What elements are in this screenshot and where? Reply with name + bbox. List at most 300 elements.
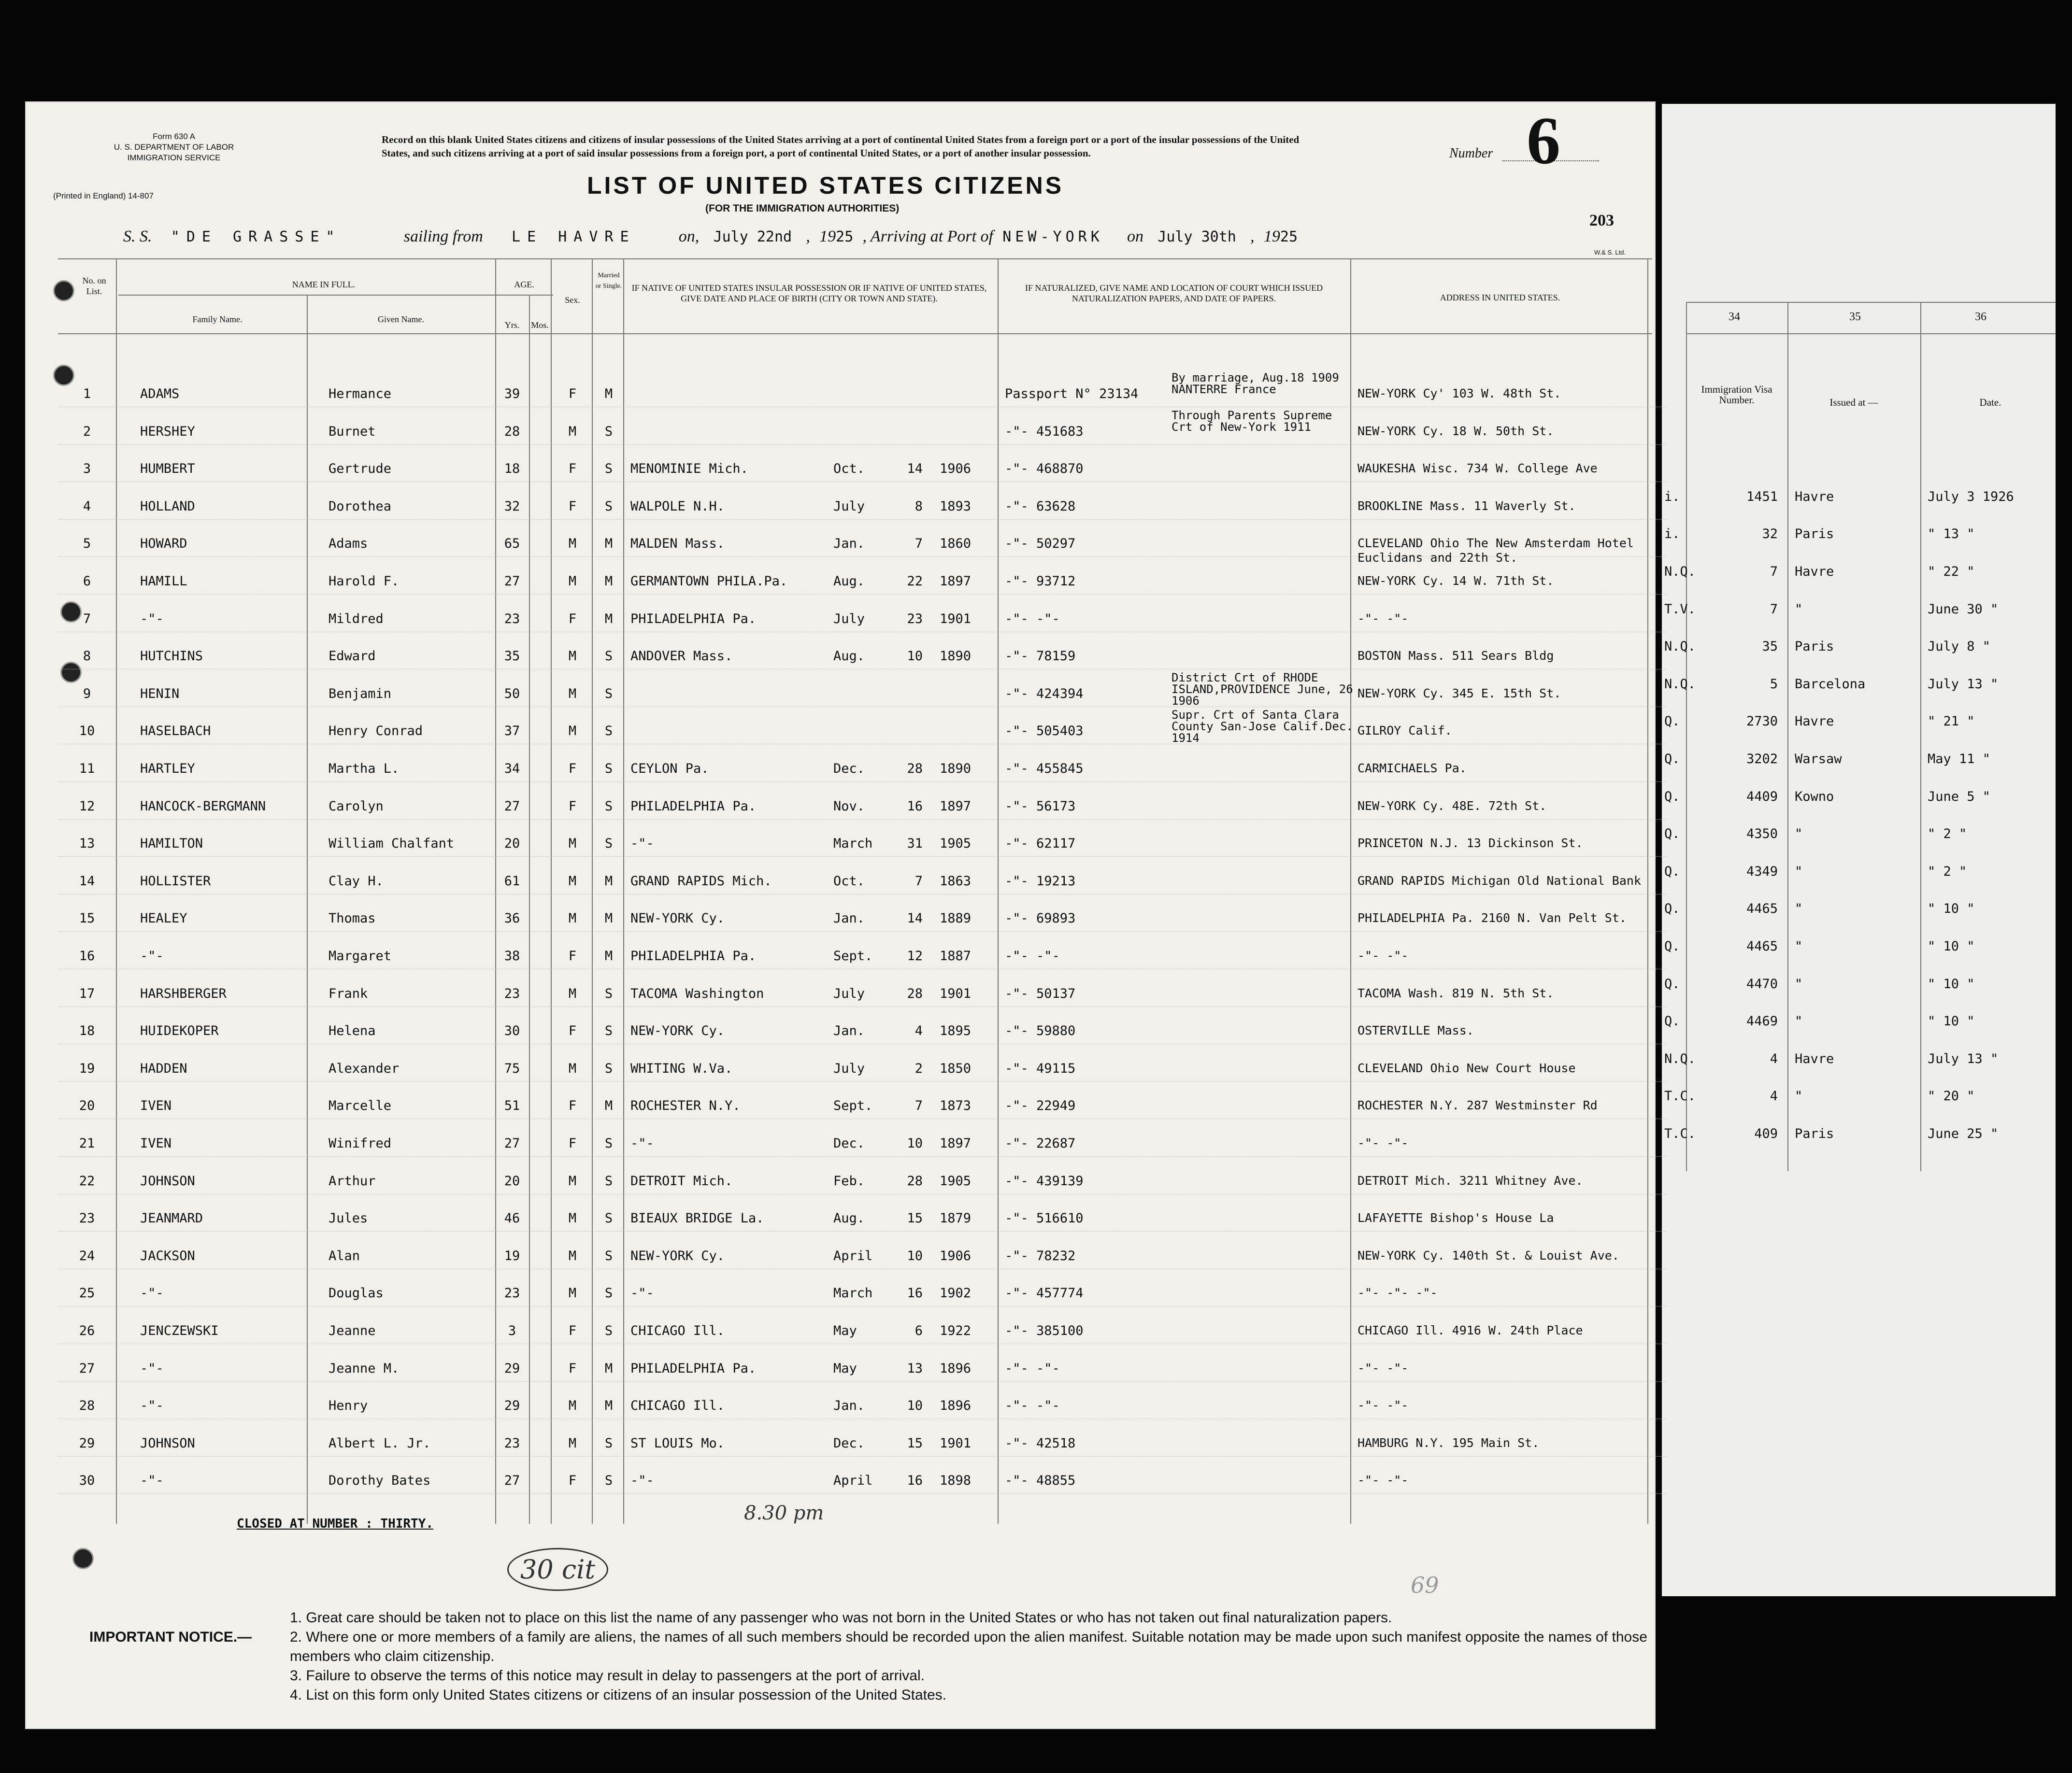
age-years: 37 bbox=[504, 723, 520, 739]
visa-date: June 25 " bbox=[1928, 1126, 1999, 1141]
birth-year: 1889 bbox=[940, 911, 972, 926]
us-address: -"- -"- bbox=[1358, 1361, 1409, 1375]
birth-year: 1922 bbox=[940, 1323, 972, 1338]
age-years: 28 bbox=[504, 424, 520, 439]
sex: F bbox=[568, 1361, 577, 1376]
row-number: 17 bbox=[79, 986, 95, 1001]
given-name: Jeanne M. bbox=[329, 1361, 400, 1376]
col-birth: IF NATIVE OF UNITED STATES INSULAR POSSESSION OR IF NATIVE OF UNITED STATES, GIVE DATE AND PLACE OF BIRTH (CITY OR TOWN AND STATE). bbox=[631, 283, 987, 303]
passport-number: -"- 50137 bbox=[1005, 986, 1076, 1001]
row-number: 4 bbox=[83, 498, 91, 514]
age-years: 36 bbox=[504, 911, 520, 926]
birth-place: MALDEN Mass. bbox=[630, 536, 725, 552]
us-address: NEW-YORK Cy. 18 W. 50th St. bbox=[1358, 424, 1554, 438]
birth-day: 16 bbox=[907, 1473, 923, 1489]
family-name: -"- bbox=[140, 949, 164, 964]
visa-number: 7 bbox=[1770, 564, 1778, 579]
visa-prefix: Q. bbox=[1664, 789, 1680, 804]
marital-status: S bbox=[604, 1286, 613, 1301]
passport-number: -"- 48855 bbox=[1005, 1473, 1076, 1489]
given-name: Martha L. bbox=[329, 761, 400, 776]
col-naturalized: IF NATURALIZED, GIVE NAME AND LOCATION OF COURT WHICH ISSUED NATURALIZATION PAPERS, AND DATE OF PAPERS. bbox=[1025, 283, 1323, 303]
punch-hole bbox=[72, 1548, 94, 1569]
col-no: No. on List. bbox=[82, 276, 106, 296]
birth-day: 8 bbox=[915, 498, 923, 514]
age-years: 30 bbox=[504, 1023, 520, 1039]
sex: M bbox=[568, 911, 577, 926]
row-divider bbox=[58, 1231, 1667, 1232]
col-age: AGE. bbox=[514, 280, 534, 289]
visa-date: July 13 " bbox=[1928, 676, 1999, 692]
marital-status: M bbox=[604, 873, 613, 889]
row-divider bbox=[58, 1456, 1667, 1457]
visa-date: July 3 1926 bbox=[1928, 489, 2014, 504]
col-name-in-full: NAME IN FULL. bbox=[292, 280, 356, 289]
visa-prefix: i. bbox=[1664, 526, 1680, 542]
sex: F bbox=[568, 1098, 577, 1114]
birth-day: 15 bbox=[907, 1211, 923, 1226]
sex: M bbox=[568, 836, 577, 851]
col-address: ADDRESS IN UNITED STATES. bbox=[1440, 293, 1560, 302]
birth-month: July bbox=[833, 498, 865, 514]
visa-number: 3202 bbox=[1746, 752, 1778, 766]
birth-place: NEW-YORK Cy. bbox=[630, 1248, 725, 1263]
passport-number: -"- 468870 bbox=[1005, 461, 1084, 477]
us-address: GRAND RAPIDS Michigan Old National Bank bbox=[1358, 873, 1641, 888]
birth-day: 2 bbox=[915, 1061, 923, 1076]
arrival-year: 25 bbox=[1280, 228, 1298, 245]
visa-date: July 13 " bbox=[1928, 1051, 1999, 1066]
row-number: 20 bbox=[79, 1098, 95, 1114]
on-label: on, bbox=[678, 227, 700, 245]
birth-month: Nov. bbox=[833, 798, 865, 814]
given-name: Arthur bbox=[329, 1173, 376, 1189]
age-years: 23 bbox=[504, 1435, 520, 1451]
birth-month: Jan. bbox=[833, 911, 865, 926]
marital-status: M bbox=[604, 574, 613, 589]
visa-number: 7 bbox=[1770, 601, 1778, 617]
us-address: NEW-YORK Cy. 48E. 72th St. bbox=[1358, 798, 1547, 813]
birth-day: 12 bbox=[907, 949, 923, 964]
visa-prefix: Q. bbox=[1664, 901, 1680, 917]
family-name: HASELBACH bbox=[140, 723, 211, 739]
age-years: 27 bbox=[504, 798, 520, 814]
sex: M bbox=[568, 1286, 577, 1301]
birth-year: 1860 bbox=[940, 536, 972, 552]
visa-date: " 13 " bbox=[1928, 526, 1975, 542]
birth-year: 1863 bbox=[940, 873, 972, 889]
visa-number: 1451 bbox=[1746, 489, 1778, 504]
visa-date: June 5 " bbox=[1928, 789, 1991, 804]
row-divider bbox=[58, 781, 1667, 782]
given-name: Hermance bbox=[329, 386, 392, 401]
passport-number: -"- 385100 bbox=[1005, 1323, 1084, 1338]
sex: F bbox=[568, 949, 577, 964]
birth-year: 1893 bbox=[940, 498, 972, 514]
family-name: HOWARD bbox=[140, 536, 187, 552]
birth-year: 1850 bbox=[940, 1061, 972, 1076]
birth-month: Sept. bbox=[833, 1098, 873, 1114]
given-name: Henry Conrad bbox=[329, 723, 423, 739]
sex: F bbox=[568, 761, 577, 776]
us-address: -"- -"- bbox=[1358, 1136, 1409, 1150]
birth-day: 31 bbox=[907, 836, 923, 851]
col-family-name: Family Name. bbox=[192, 314, 243, 324]
sex: M bbox=[568, 1173, 577, 1189]
visa-prefix: N.Q. bbox=[1664, 564, 1696, 579]
visa-number: 4350 bbox=[1746, 826, 1778, 842]
birth-month: May bbox=[833, 1361, 857, 1376]
visa-date: " 2 " bbox=[1928, 826, 1967, 842]
handwritten-count: 30 cit bbox=[507, 1548, 608, 1591]
row-number: 23 bbox=[79, 1211, 95, 1226]
visa-date: " 21 " bbox=[1928, 714, 1975, 729]
us-address: -"- -"- bbox=[1358, 611, 1409, 625]
row-number: 30 bbox=[79, 1473, 95, 1489]
sex: M bbox=[568, 1061, 577, 1076]
birth-month: March bbox=[833, 1286, 873, 1301]
given-name: Marcelle bbox=[329, 1098, 392, 1114]
visa-col-35: 35 bbox=[1849, 311, 1861, 323]
visa-date: " 22 " bbox=[1928, 564, 1975, 579]
passport-number: -"- 56173 bbox=[1005, 798, 1076, 814]
marital-status: S bbox=[604, 498, 613, 514]
arrival-port: NEW-YORK bbox=[1002, 228, 1103, 245]
visa-number: 4465 bbox=[1746, 901, 1778, 917]
age-years: 75 bbox=[504, 1061, 520, 1076]
closed-at-number: CLOSED AT NUMBER : THIRTY. bbox=[237, 1517, 433, 1531]
us-address: CLEVELAND Ohio New Court House bbox=[1358, 1061, 1576, 1075]
sex: F bbox=[568, 386, 577, 401]
birth-place: TACOMA Washington bbox=[630, 986, 764, 1001]
passport-number: -"- 451683 bbox=[1005, 424, 1084, 439]
visa-issued-at: Barcelona bbox=[1795, 676, 1866, 692]
us-address: ROCHESTER N.Y. 287 Westminster Rd bbox=[1358, 1098, 1598, 1113]
visa-issued-at: " bbox=[1795, 976, 1803, 992]
department: U. S. DEPARTMENT OF LABOR bbox=[114, 142, 234, 152]
row-number: 3 bbox=[83, 461, 91, 477]
birth-day: 15 bbox=[907, 1435, 923, 1451]
row-number: 24 bbox=[79, 1248, 95, 1263]
birth-day: 28 bbox=[907, 986, 923, 1001]
birth-place: CHICAGO Ill. bbox=[630, 1323, 725, 1338]
marital-status: S bbox=[604, 1323, 613, 1338]
visa-col-issued-header: Issued at — bbox=[1829, 397, 1878, 408]
row-number: 8 bbox=[83, 649, 91, 664]
row-divider bbox=[58, 519, 1667, 520]
birth-year: 1901 bbox=[940, 611, 972, 626]
birth-day: 14 bbox=[907, 461, 923, 477]
birth-month: Oct. bbox=[833, 461, 865, 477]
birth-month: May bbox=[833, 1323, 857, 1338]
us-address: -"- -"- bbox=[1358, 1473, 1409, 1488]
visa-prefix: Q. bbox=[1664, 864, 1680, 879]
sex: M bbox=[568, 1211, 577, 1226]
marital-status: S bbox=[604, 1023, 613, 1039]
col-marital: Married or Single. bbox=[595, 272, 622, 290]
family-name: HADDEN bbox=[140, 1061, 187, 1076]
marital-status: S bbox=[604, 649, 613, 664]
passport-number: -"- 69893 bbox=[1005, 911, 1076, 926]
col-sex: Sex. bbox=[565, 295, 580, 305]
family-name: JOHNSON bbox=[140, 1173, 195, 1189]
birth-day: 7 bbox=[915, 536, 923, 552]
birth-day: 4 bbox=[915, 1023, 923, 1039]
family-name: HANCOCK-BERGMANN bbox=[140, 798, 266, 814]
visa-number: 35 bbox=[1762, 639, 1778, 654]
birth-day: 10 bbox=[907, 1398, 923, 1414]
birth-day: 28 bbox=[907, 761, 923, 776]
given-name: Winifred bbox=[329, 1136, 392, 1151]
sex: F bbox=[568, 1023, 577, 1039]
service: IMMIGRATION SERVICE bbox=[127, 153, 221, 162]
sex: F bbox=[568, 798, 577, 814]
given-name: Alan bbox=[329, 1248, 360, 1263]
passport-number: -"- 455845 bbox=[1005, 761, 1084, 776]
birth-place: CHICAGO Ill. bbox=[630, 1398, 725, 1414]
given-name: Clay H. bbox=[329, 873, 384, 889]
visa-issued-at: Havre bbox=[1795, 564, 1834, 579]
age-years: 23 bbox=[504, 1286, 520, 1301]
birth-day: 6 bbox=[915, 1323, 923, 1338]
birth-place: MENOMINIE Mich. bbox=[630, 461, 748, 477]
visa-prefix: i. bbox=[1664, 489, 1680, 504]
row-number: 5 bbox=[83, 536, 91, 552]
passport-number: -"- 63628 bbox=[1005, 498, 1076, 514]
passport-number: -"- -"- bbox=[1005, 949, 1060, 964]
sex: M bbox=[568, 574, 577, 589]
page-title: LIST OF UNITED STATES CITIZENS bbox=[587, 172, 1064, 199]
sex: M bbox=[568, 1398, 577, 1414]
punch-hole bbox=[53, 365, 74, 386]
visa-col-number-header: Immigration Visa Number. bbox=[1701, 383, 1772, 406]
row-divider bbox=[58, 856, 1667, 857]
birth-month: Jan. bbox=[833, 1023, 865, 1039]
birth-place: DETROIT Mich. bbox=[630, 1173, 733, 1189]
given-name: Benjamin bbox=[329, 686, 392, 701]
form-header bbox=[92, 131, 256, 163]
visa-date: July 8 " bbox=[1928, 639, 1991, 654]
birth-place: WHITING W.Va. bbox=[630, 1061, 733, 1076]
us-address: LAFAYETTE Bishop's House La bbox=[1358, 1211, 1554, 1225]
visa-number: 4465 bbox=[1746, 939, 1778, 954]
visa-number: 4409 bbox=[1746, 789, 1778, 804]
row-number: 26 bbox=[79, 1323, 95, 1338]
birth-day: 14 bbox=[907, 911, 923, 926]
marital-status: M bbox=[604, 1398, 613, 1414]
family-name: -"- bbox=[140, 611, 164, 626]
family-name: HARTLEY bbox=[140, 761, 195, 776]
visa-prefix: Q. bbox=[1664, 939, 1680, 954]
birth-place: PHILADELPHIA Pa. bbox=[630, 1361, 757, 1376]
sex: M bbox=[568, 723, 577, 739]
age-years: 65 bbox=[504, 536, 520, 552]
row-divider bbox=[58, 819, 1667, 820]
passport-number: -"- 457774 bbox=[1005, 1286, 1084, 1301]
printed-note: (Printed in England) 14-807 bbox=[53, 191, 154, 200]
given-name: Carolyn bbox=[329, 798, 384, 814]
visa-prefix: Q. bbox=[1664, 752, 1680, 766]
visa-issued-at: Paris bbox=[1795, 639, 1834, 654]
birth-place: PHILADELPHIA Pa. bbox=[630, 798, 757, 814]
family-name: JENCZEWSKI bbox=[140, 1323, 219, 1338]
birth-year: 1895 bbox=[940, 1023, 972, 1039]
passport-number: -"- 62117 bbox=[1005, 836, 1076, 851]
passport-number: -"- 59880 bbox=[1005, 1023, 1076, 1039]
age-years: 29 bbox=[504, 1398, 520, 1414]
birth-month: Dec. bbox=[833, 1136, 865, 1151]
us-address: HAMBURG N.Y. 195 Main St. bbox=[1358, 1435, 1540, 1450]
birth-year: 1898 bbox=[940, 1473, 972, 1489]
given-name: Gertrude bbox=[329, 461, 392, 477]
marital-status: S bbox=[604, 1248, 613, 1263]
age-years: 38 bbox=[504, 949, 520, 964]
visa-number: 4349 bbox=[1746, 864, 1778, 879]
birth-month: Jan. bbox=[833, 1398, 865, 1414]
family-name: HUIDEKOPER bbox=[140, 1023, 219, 1039]
birth-month: Aug. bbox=[833, 649, 865, 664]
visa-number: 4469 bbox=[1746, 1014, 1778, 1029]
marital-status: M bbox=[604, 1361, 613, 1376]
visa-prefix: N.Q. bbox=[1664, 639, 1696, 654]
visa-col-34: 34 bbox=[1729, 311, 1740, 323]
us-address: TACOMA Wash. 819 N. 5th St. bbox=[1358, 986, 1554, 1000]
visa-prefix: T.V. bbox=[1664, 601, 1696, 617]
sex: F bbox=[568, 1136, 577, 1151]
marital-status: S bbox=[604, 461, 613, 477]
visa-date: " 10 " bbox=[1928, 976, 1975, 992]
given-name: Alexander bbox=[329, 1061, 400, 1076]
age-years: 46 bbox=[504, 1211, 520, 1226]
visa-date: " 20 " bbox=[1928, 1089, 1975, 1104]
visa-date: June 30 " bbox=[1928, 601, 1999, 617]
us-address: GILROY Calif. bbox=[1358, 723, 1452, 738]
visa-prefix: Q. bbox=[1664, 1014, 1680, 1029]
marital-status: S bbox=[604, 723, 613, 739]
row-number: 29 bbox=[79, 1435, 95, 1451]
passport-number: -"- 505403 bbox=[1005, 723, 1084, 739]
row-number: 27 bbox=[79, 1361, 95, 1376]
visa-prefix: Q. bbox=[1664, 714, 1680, 729]
sex: M bbox=[568, 1248, 577, 1263]
birth-day: 16 bbox=[907, 1286, 923, 1301]
birth-month: April bbox=[833, 1473, 873, 1489]
birth-year: 1905 bbox=[940, 836, 972, 851]
visa-col-36: 36 bbox=[1975, 311, 1986, 323]
birth-year: 1906 bbox=[940, 461, 972, 477]
sex: F bbox=[568, 498, 577, 514]
birth-year: 1890 bbox=[940, 761, 972, 776]
age-years: 39 bbox=[504, 386, 520, 401]
visa-issued-at: " bbox=[1795, 826, 1803, 842]
punch-hole bbox=[60, 662, 82, 683]
visa-strip bbox=[1662, 104, 2056, 1596]
birth-year: 1890 bbox=[940, 649, 972, 664]
given-name: Dorothy Bates bbox=[329, 1473, 431, 1489]
family-name: HARSHBERGER bbox=[140, 986, 227, 1001]
visa-prefix: T.C. bbox=[1664, 1089, 1696, 1104]
birth-year: 1901 bbox=[940, 1435, 972, 1451]
row-number: 10 bbox=[79, 723, 95, 739]
family-name: -"- bbox=[140, 1398, 164, 1414]
row-number: 1 bbox=[83, 386, 91, 401]
notice-item: 2. Where one or more members of a family are aliens, the names of all such members should be recorded upon the alien manifest. Suitable notation may be made upon such manifest opposite the names of those members who claim citizenship. bbox=[290, 1629, 1647, 1664]
family-name: JACKSON bbox=[140, 1248, 195, 1263]
visa-number: 2730 bbox=[1746, 714, 1778, 729]
birth-day: 23 bbox=[907, 611, 923, 626]
page-number: 203 bbox=[1589, 212, 1614, 229]
row-divider bbox=[58, 444, 1667, 445]
birth-year: 1896 bbox=[940, 1361, 972, 1376]
passport-number: -"- 516610 bbox=[1005, 1211, 1084, 1226]
birth-place: GRAND RAPIDS Mich. bbox=[630, 873, 772, 889]
visa-issued-at: Paris bbox=[1795, 526, 1834, 542]
row-number: 7 bbox=[83, 611, 91, 626]
birth-year: 1896 bbox=[940, 1398, 972, 1414]
birth-day: 10 bbox=[907, 1136, 923, 1151]
birth-year: 1887 bbox=[940, 949, 972, 964]
row-number: 13 bbox=[79, 836, 95, 851]
birth-place: ANDOVER Mass. bbox=[630, 649, 733, 664]
visa-number: 32 bbox=[1762, 526, 1778, 542]
birth-year: 1897 bbox=[940, 1136, 972, 1151]
birth-place: PHILADELPHIA Pa. bbox=[630, 611, 757, 626]
visa-issued-at: Havre bbox=[1795, 489, 1834, 504]
visa-issued-at: Warsaw bbox=[1795, 752, 1842, 766]
birth-month: March bbox=[833, 836, 873, 851]
us-address: DETROIT Mich. 3211 Whitney Ave. bbox=[1358, 1173, 1583, 1188]
row-number: 9 bbox=[83, 686, 91, 701]
passport-number: -"- 93712 bbox=[1005, 574, 1076, 589]
row-number: 25 bbox=[79, 1286, 95, 1301]
sex: F bbox=[568, 461, 577, 477]
given-name: Henry bbox=[329, 1398, 368, 1414]
marital-status: S bbox=[604, 986, 613, 1001]
us-address: WAUKESHA Wisc. 734 W. College Ave bbox=[1358, 461, 1598, 476]
given-name: Adams bbox=[329, 536, 368, 552]
passport-number: -"- 424394 bbox=[1005, 686, 1084, 701]
age-years: 51 bbox=[504, 1098, 520, 1114]
birth-place: ST LOUIS Mo. bbox=[630, 1435, 725, 1451]
us-address: CARMICHAELS Pa. bbox=[1358, 761, 1467, 775]
visa-issued-at: " bbox=[1795, 939, 1803, 954]
visa-prefix: Q. bbox=[1664, 826, 1680, 842]
birth-place: -"- bbox=[630, 1286, 654, 1301]
notice-list bbox=[290, 1608, 1662, 1705]
us-address: CHICAGO Ill. 4916 W. 24th Place bbox=[1358, 1323, 1583, 1337]
age-years: 27 bbox=[504, 574, 520, 589]
visa-number: 4 bbox=[1770, 1051, 1778, 1066]
arrival-date: July 30th bbox=[1157, 228, 1236, 245]
given-name: Margaret bbox=[329, 949, 392, 964]
visa-issued-at: " bbox=[1795, 864, 1803, 879]
birth-day: 10 bbox=[907, 1248, 923, 1263]
marital-status: S bbox=[604, 761, 613, 776]
row-number: 28 bbox=[79, 1398, 95, 1414]
visa-prefix: N.Q. bbox=[1664, 1051, 1696, 1066]
family-name: HOLLISTER bbox=[140, 873, 211, 889]
row-number: 22 bbox=[79, 1173, 95, 1189]
passport-number: -"- 50297 bbox=[1005, 536, 1076, 552]
visa-date: May 11 " bbox=[1928, 752, 1991, 766]
birth-month: Sept. bbox=[833, 949, 873, 964]
marital-status: S bbox=[604, 686, 613, 701]
birth-place: ROCHESTER N.Y. bbox=[630, 1098, 741, 1114]
birth-month: July bbox=[833, 1061, 865, 1076]
sex: M bbox=[568, 424, 577, 439]
page-stamp: 69 bbox=[1411, 1572, 1439, 1598]
birth-place: WALPOLE N.H. bbox=[630, 498, 725, 514]
